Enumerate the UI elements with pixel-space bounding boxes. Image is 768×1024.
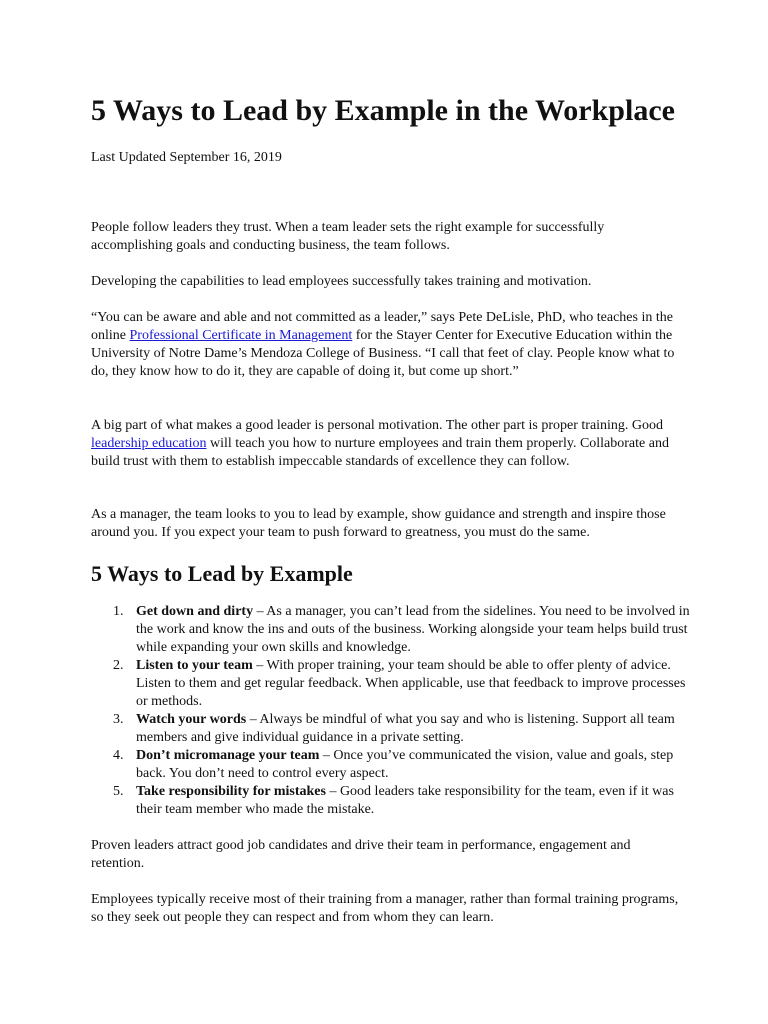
capabilities-paragraph: Developing the capabilities to lead employees successfully takes training and motivation. <box>91 274 592 289</box>
leadership-education-link[interactable]: leadership education <box>91 436 207 451</box>
section-heading: 5 Ways to Lead by Example <box>91 561 353 586</box>
list-item-title: Take responsibility for mistakes <box>136 784 326 799</box>
intro-paragraph: People follow leaders they trust. When a team leader sets the right example for successfully accomplishing goals and conducting business, the team follows. <box>91 220 605 253</box>
quote-text-before: “You can be aware and able and not committed as a leader,” says Pete DeLisle, PhD, who teaches in the online <box>91 310 673 343</box>
list-item <box>91 603 691 657</box>
motivation-paragraph <box>91 417 683 471</box>
manager-paragraph: As a manager, the team looks to you to lead by example, show guidance and strength and inspire those around you. If you expect your team to push forward to greatness, you must do the same. <box>91 507 666 540</box>
professional-certificate-link[interactable]: Professional Certificate in Management <box>129 328 353 343</box>
list-item-title: Listen to your team <box>136 658 253 673</box>
list-item-number: 1. <box>113 604 124 619</box>
motivation-text-before: A big part of what makes a good leader is personal motivation. The other part is proper training. Good <box>91 418 664 433</box>
list-item-text: – Once you’ve communicated the vision, value and goals, step back. You don’t need to control every aspect. <box>136 748 674 781</box>
quote-paragraph <box>91 309 683 381</box>
list-item-text: – Good leaders take responsibility for the team, even if it was their team member who made the mistake. <box>136 784 674 817</box>
list-item-number: 3. <box>113 712 124 727</box>
list-item <box>91 783 691 819</box>
page-title: 5 Ways to Lead by Example in the Workplace <box>91 94 675 127</box>
list-item-text: – Always be mindful of what you say and who is listening. Support all team members and give individual guidance in a private setting. <box>136 712 675 745</box>
quote-text-after: for the Stayer Center for Executive Education within the University of Notre Dame’s Mendoza College of Business. “I call that feet of clay. People know what to do, they know how to do it, they are capable of doing it, but come up short.” <box>91 328 675 379</box>
proven-leaders-paragraph: Proven leaders attract good job candidates and drive their team in performance, engagement and retention. <box>91 838 631 871</box>
list-item-title: Get down and dirty <box>136 604 254 619</box>
list-item <box>91 711 691 747</box>
employees-training-paragraph: Employees typically receive most of their training from a manager, rather than formal training programs, so they seek out people they can respect and from whom they can learn. <box>91 892 679 925</box>
list-item-text: – As a manager, you can’t lead from the sidelines. You need to be involved in the work and know the ins and outs of the business. Working alongside your team helps build trust while expanding your own skills and knowledge. <box>136 604 690 655</box>
motivation-text-after: will teach you how to nurture employees and train them properly. Collaborate and build trust with them to establish impeccable standards of excellence they can follow. <box>91 436 669 469</box>
list-item <box>91 747 691 783</box>
list-item-number: 2. <box>113 658 124 673</box>
last-updated-date: Last Updated September 16, 2019 <box>91 150 282 165</box>
list-item-title: Don’t micromanage your team <box>136 748 320 763</box>
ways-list <box>91 603 691 819</box>
list-item-title: Watch your words <box>136 712 247 727</box>
list-item <box>91 657 691 711</box>
list-item-number: 5. <box>113 784 124 799</box>
list-item-number: 4. <box>113 748 124 763</box>
list-item-text: – With proper training, your team should be able to offer plenty of advice. Listen to them and get regular feedback. When applicable, use that feedback to improve processes or methods. <box>136 658 686 709</box>
